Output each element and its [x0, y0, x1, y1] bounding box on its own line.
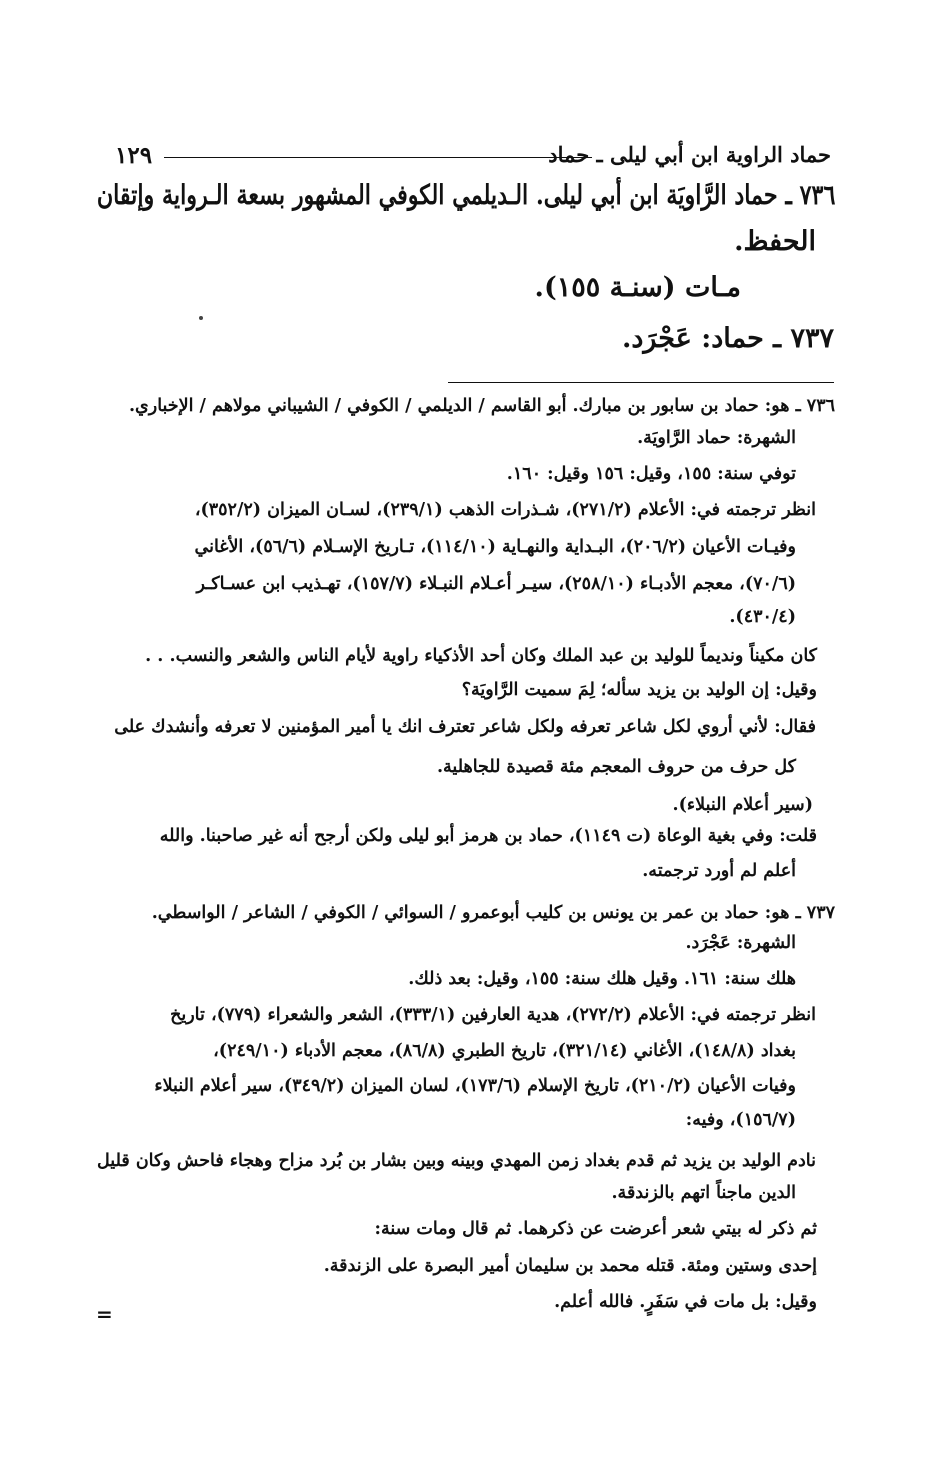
note-736-line4: انظر ترجمته في: الأعلام (٢٧١/٢)، شـذرات الذهب (٢٣٩/١)، لسـان الميزان (٣٥٢/٢)، — [194, 500, 816, 520]
note-737-line6: وفيات الأعيان (٢١٠/٢)، تاريخ الإسلام (١٧٣/٦)، لسان الميزان (٣٤٩/٢)، سير أعلام النبلاء — [154, 1076, 796, 1096]
entry-736-line2: الحفظ. — [734, 226, 816, 257]
note-736-line7: (٤٣٠/٤). — [729, 607, 796, 627]
note-737-line7: (١٥٦/٧)، وفيه: — [685, 1110, 796, 1130]
note-737-line10: ثم ذكر له بيتي شعر أعرضت عن ذكرهما. ثم قال ومات سنة: — [374, 1219, 817, 1239]
entry-736-death: مـات (سنـة ١٥٥). — [534, 272, 741, 303]
note-737-line2: الشهرة: عَجْرَد. — [685, 933, 796, 953]
note-737-line8: نادم الوليد بن يزيد ثم قدم بغداد زمن المهدي وبينه وبين بشار بن بُرد مزاح وهجاء فاحش وكان قليل — [97, 1151, 816, 1171]
note-736-line6: (٧٠/٦)، معجم الأدبـاء (٢٥٨/١٠)، سيـر أعـلام النبـلاء (١٥٧/٧)، تهـذيب ابن عسـاكـر — [196, 574, 796, 594]
note-736-line10: فقال: لأني أروي لكل شاعر تعرفه ولكل شاعر تعترف انك يا أمير المؤمنين لا تعرفه وأنشدك على — [114, 717, 816, 737]
note-736-source: (سير أعلام النبلاء). — [672, 795, 813, 815]
note-737-line12: وقيل: بل مات في سَفَرٍ. فالله أعلم. — [554, 1292, 817, 1312]
note-736-line14: أعلم لم أورد ترجمته. — [642, 861, 796, 881]
note-736-line1: ٧٣٦ ـ هو: حماد بن سابور بن مبارك. أبو القاسم / الديلمي / الكوفي / الشيباني مولاهم / الإخباري. — [128, 396, 835, 416]
running-header-title: حماد الراوية ابن أبي ليلى ـ حماد — [548, 142, 831, 167]
note-736-line5: وفيـات الأعيان (٢٠٦/٢)، البـداية والنهـاية (١١٤/١٠)، تـاريخ الإسـلام (٥٦/٦)، الأغاني — [194, 537, 796, 557]
note-736-line11: كل حرف من حروف المعجم مئة قصيدة للجاهلية. — [436, 757, 796, 777]
note-737-line4: انظر ترجمته في: الأعلام (٢٧٢/٢)، هدية العارفين (٣٣٣/١)، الشعر والشعراء (٧٧٩)، تاريخ — [170, 1005, 816, 1025]
note-736-line2: الشهرة: حماد الرَّاويَة. — [637, 428, 796, 448]
note-736-line8: كان مكيناً ونديماً للوليد بن عبد الملك وكان أحد الأذكياء راوية لأيام الناس والشعر والنسب. . . — [145, 646, 817, 666]
note-736-line9: وقيل: إن الوليد بن يزيد سأله؛ لِمَ سميت الرَّاويَة؟ — [461, 680, 817, 700]
note-737-line5: بغداد (١٤٨/٨)، الأغاني (٣٢١/١٤)، تاريخ الطبري (٨٦/٨)، معجم الأدباء (٢٤٩/١٠)، — [213, 1041, 796, 1061]
footnote-rule — [448, 382, 834, 383]
note-737-line1: ٧٣٧ ـ هو: حماد بن عمر بن يونس بن كليب أبوعمرو / السوائي / الكوفي / الشاعر / الواسطي. — [151, 903, 835, 923]
note-737-line11: إحدى وستين ومئة. قتله محمد بن سليمان أمير البصرة على الزندقة. — [323, 1256, 817, 1276]
entry-737: ٧٣٧ ـ حماد: عَجْرَد. — [621, 323, 834, 354]
note-736-line13: قلت: وفي بغية الوعاة (ت ١١٤٩)، حماد بن هرمز أبو ليلى ولكن أرجح أنه غير صاحبنا. والله — [159, 826, 817, 846]
continuation-mark: = — [96, 1302, 113, 1326]
stray-mark — [199, 316, 203, 320]
page-number: ١٢٩ — [115, 142, 153, 169]
note-737-line3: هلك سنة: ١٦١. وقيل هلك سنة: ١٥٥، وقيل: بعد ذلك. — [408, 969, 796, 989]
note-736-line3: توفي سنة: ١٥٥، وقيل: ١٥٦ وقيل: ١٦٠. — [506, 464, 796, 484]
note-737-line9: الدين ماجناً اتهم بالزندقة. — [611, 1183, 796, 1203]
entry-736-line1: ٧٣٦ ـ حماد الرَّاويَة ابن أبي ليلى. الـديلمي الكوفي المشهور بسعة الـرواية وإتقان — [96, 180, 835, 211]
header-rule — [164, 157, 592, 158]
